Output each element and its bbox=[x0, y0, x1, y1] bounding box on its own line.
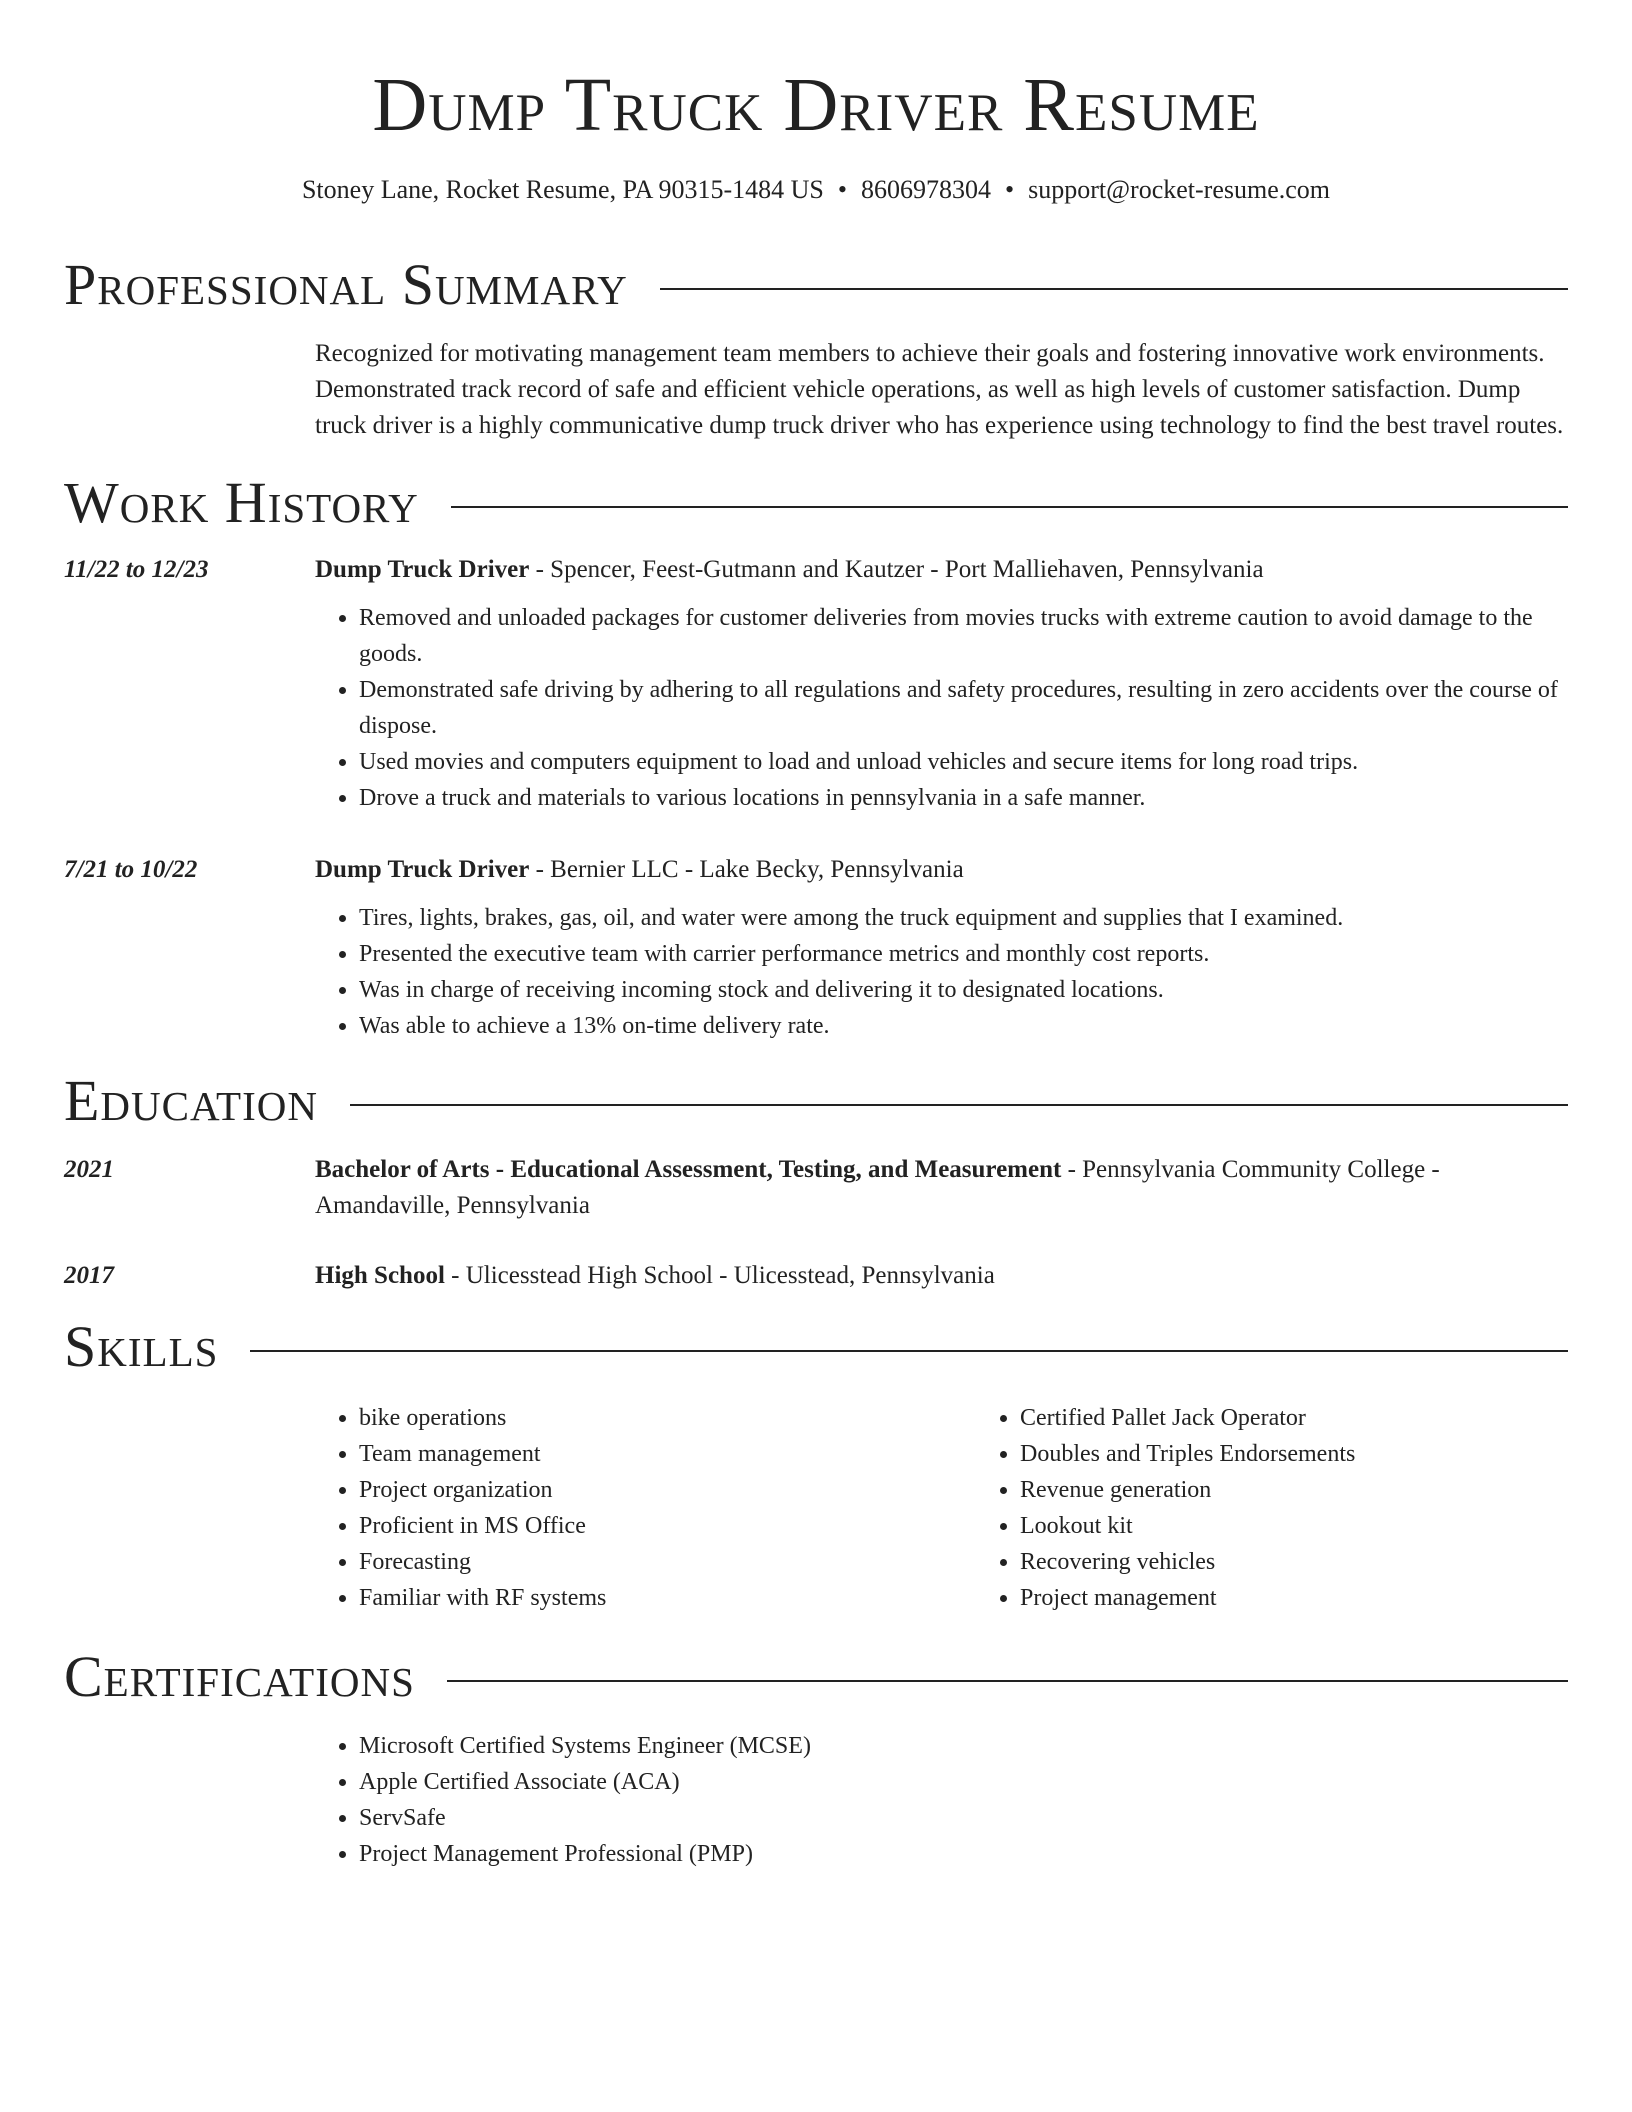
skills-list-right bbox=[976, 1400, 1632, 1616]
job-bullets bbox=[315, 600, 1568, 816]
skills-left-spacer bbox=[64, 1400, 315, 1616]
education-entry bbox=[64, 1152, 1568, 1224]
certifications-body bbox=[315, 1728, 1568, 1872]
resume-page bbox=[64, 0, 1568, 1872]
summary-left-spacer bbox=[64, 336, 315, 444]
summary-row bbox=[64, 336, 1568, 444]
job-details: - Spencer, Feest-Gutmann and Kautzer - Port Malliehaven, Pennsylvania bbox=[529, 556, 1264, 583]
skill-item: • Lookout kit bbox=[1020, 1508, 1632, 1544]
job-details: - Bernier LLC - Lake Becky, Pennsylvania bbox=[529, 856, 964, 883]
certification-item: • ServSafe bbox=[359, 1800, 1568, 1836]
certification-item: • Apple Certified Associate (ACA) bbox=[359, 1764, 1568, 1800]
education-year: 2017 bbox=[64, 1262, 114, 1289]
work-section-header bbox=[64, 470, 1568, 536]
work-heading: Work History bbox=[64, 470, 419, 535]
skills-list-left bbox=[315, 1400, 976, 1616]
job-bullet: • Was able to achieve a 13% on-time delivery rate. bbox=[359, 1008, 1568, 1044]
job-dates: 7/21 to 10/22 bbox=[64, 856, 198, 883]
certifications-list bbox=[315, 1728, 1568, 1872]
education-heading: Education bbox=[64, 1068, 318, 1133]
summary-section-header bbox=[64, 252, 1568, 318]
summary-heading: Professional Summary bbox=[64, 252, 628, 317]
education-year: 2021 bbox=[64, 1156, 114, 1183]
contact-email: support@rocket-resume.com bbox=[1028, 175, 1331, 204]
section-divider bbox=[660, 288, 1568, 290]
skills-section-header bbox=[64, 1314, 1568, 1380]
contact-separator: • bbox=[837, 175, 847, 204]
skills-columns bbox=[315, 1400, 1632, 1616]
job-bullet: • Tires, lights, brakes, gas, oil, and water were among the truck equipment and supplies that I examined. bbox=[359, 900, 1568, 936]
education-entry bbox=[64, 1258, 1568, 1294]
job-body bbox=[315, 852, 1568, 1044]
certifications-heading: Certifications bbox=[64, 1644, 415, 1709]
skill-item: • Project management bbox=[1020, 1580, 1632, 1616]
skills-heading: Skills bbox=[64, 1314, 219, 1379]
job-bullet: • Was in charge of receiving incoming stock and delivering it to designated locations. bbox=[359, 972, 1568, 1008]
skill-item: • Doubles and Triples Endorsements bbox=[1020, 1436, 1632, 1472]
contact-separator: • bbox=[1004, 175, 1015, 204]
skill-item: • Certified Pallet Jack Operator bbox=[1020, 1400, 1632, 1436]
job-entry bbox=[64, 552, 1568, 816]
resume-title: Dump Truck Driver Resume bbox=[372, 63, 1260, 147]
section-divider bbox=[447, 1680, 1568, 1682]
skill-item: • Project organization bbox=[359, 1472, 976, 1508]
contact-address: Stoney Lane, Rocket Resume, PA 90315-1484 US bbox=[301, 175, 824, 204]
job-bullet: • Presented the executive team with carrier performance metrics and monthly cost reports. bbox=[359, 936, 1568, 972]
education-body bbox=[315, 1152, 1568, 1224]
section-divider bbox=[350, 1104, 1568, 1106]
education-section-header bbox=[64, 1068, 1568, 1134]
job-bullet: • Demonstrated safe driving by adhering to all regulations and safety procedures, resulting in zero accidents over the course of dispose. bbox=[359, 672, 1568, 744]
education-details: - Ulicesstead High School - Ulicesstead, Pennsylvania bbox=[444, 1262, 995, 1289]
job-heading bbox=[315, 552, 1568, 588]
job-title: Dump Truck Driver bbox=[315, 556, 530, 583]
certification-item: • Project Management Professional (PMP) bbox=[359, 1836, 1568, 1872]
job-body bbox=[315, 552, 1568, 816]
skill-item: • Forecasting bbox=[359, 1544, 976, 1580]
contact-phone: 8606978304 bbox=[860, 175, 991, 204]
certifications-left-spacer bbox=[64, 1728, 315, 1872]
job-entry bbox=[64, 852, 1568, 1044]
job-title: Dump Truck Driver bbox=[315, 856, 530, 883]
education-body bbox=[315, 1258, 1568, 1294]
skill-item: • bike operations bbox=[359, 1400, 976, 1436]
job-bullet: • Removed and unloaded packages for customer deliveries from movies trucks with extreme caution to avoid damage to the goods. bbox=[359, 600, 1568, 672]
job-bullet: • Drove a truck and materials to various locations in pennsylvania in a safe manner. bbox=[359, 780, 1568, 816]
skill-item: • Revenue generation bbox=[1020, 1472, 1632, 1508]
section-divider bbox=[451, 506, 1568, 508]
skill-item: • Team management bbox=[359, 1436, 976, 1472]
education-degree: Bachelor of Arts - Educational Assessment, Testing, and Measurement bbox=[315, 1156, 1062, 1183]
job-heading bbox=[315, 852, 1568, 888]
skill-item: • Familiar with RF systems bbox=[359, 1580, 976, 1616]
skills-row bbox=[64, 1400, 1568, 1616]
job-bullet: • Used movies and computers equipment to load and unload vehicles and secure items for long road trips. bbox=[359, 744, 1568, 780]
job-dates: 11/22 to 12/23 bbox=[64, 556, 209, 583]
certifications-row bbox=[64, 1728, 1568, 1872]
skill-item: • Proficient in MS Office bbox=[359, 1508, 976, 1544]
section-divider bbox=[250, 1350, 1568, 1352]
education-details: - Pennsylvania Community College - Amandaville, Pennsylvania bbox=[315, 1156, 1440, 1219]
job-bullets bbox=[315, 900, 1568, 1044]
skill-item: • Recovering vehicles bbox=[1020, 1544, 1632, 1580]
contact-line bbox=[64, 170, 1568, 210]
education-degree: High School bbox=[315, 1262, 445, 1289]
certification-item: • Microsoft Certified Systems Engineer (MCSE) bbox=[359, 1728, 1568, 1764]
certifications-section-header bbox=[64, 1644, 1568, 1710]
summary-text: Recognized for motivating management team members to achieve their goals and fostering innovative work environments. Demonstrated track record of safe and efficient vehicle operations, as well as high levels of customer satisfaction. Dump truck driver is a highly communicative dump truck driver who has experience using technology to find the best travel routes. bbox=[315, 340, 1564, 439]
